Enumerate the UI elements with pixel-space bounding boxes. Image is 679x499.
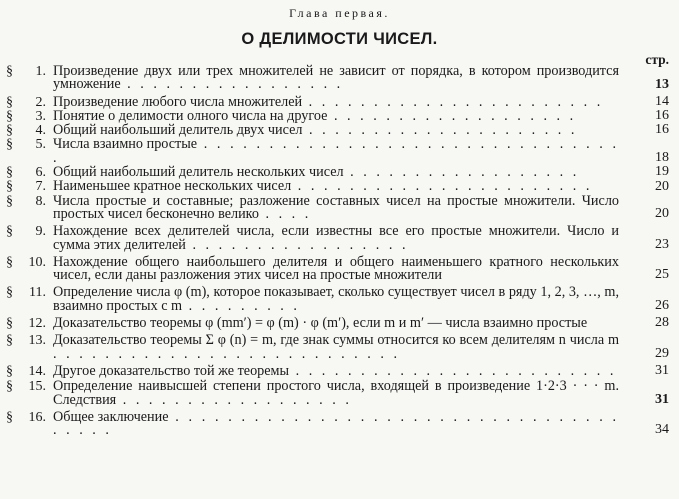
page-number: 28: [655, 315, 669, 331]
leader-dots: . . . . . . . . . . . . . . . . . . . . . . .: [291, 178, 593, 195]
toc-entry: [0, 64, 679, 92]
section-symbol: §: [6, 363, 13, 379]
section-symbol: §: [6, 94, 13, 110]
section-symbol: §: [6, 333, 13, 349]
leader-dots: . . . . . . . . . . . . . . . . . . . . . . . . .: [289, 362, 617, 379]
section-number: 8.: [35, 193, 46, 209]
section-title: [53, 333, 619, 361]
leader-dots: . . . . . . . . . . . . . . . . . . . . . . . . . . . . . . . . . . . . . . .: [53, 408, 620, 439]
section-symbol: §: [6, 165, 13, 181]
page-number: 13: [655, 76, 669, 92]
section-number: 10.: [28, 254, 46, 270]
page-number: 19: [655, 164, 669, 180]
table-of-contents: [0, 64, 679, 437]
section-number: 12.: [28, 316, 46, 332]
toc-entry: [0, 165, 679, 179]
section-title-text: Доказательство теоремы φ (mm′) = φ (m) · φ (m′), если m и m′ — числа взаимно простые: [53, 315, 588, 332]
section-number: 16.: [28, 409, 46, 425]
section-title-text: Нахождение общего наибольшего делителя и общего наименьшего кратного нескольких чисел, если даны разложения этих чисел на простые множители: [53, 253, 619, 284]
section-number: 6.: [35, 165, 46, 181]
toc-entry: [0, 333, 679, 361]
section-title-text: Произведение любого числа множителей: [53, 93, 303, 110]
page-title: О ДЕЛИМОСТИ ЧИСЕЛ.: [241, 30, 438, 48]
section-symbol: §: [6, 409, 13, 425]
section-number: 15.: [28, 379, 46, 395]
leader-dots: . . . . . . . . . . . . . . . . . . . . . . .: [302, 93, 604, 110]
section-symbol: §: [6, 64, 13, 79]
leader-dots: . . . . . . . . . . . . . . . . . . . . . . . . . . .: [53, 345, 400, 362]
section-number: 2.: [35, 94, 46, 110]
section-symbol: §: [6, 285, 13, 301]
page-number: 20: [655, 206, 669, 222]
page-number: 26: [655, 298, 669, 314]
toc-entry: [0, 109, 679, 123]
section-symbol: §: [6, 316, 13, 332]
toc-entry: [0, 95, 679, 109]
section-title-text: Произведение двух или трех множителей не зависит от порядка, в котором производится умножение: [53, 63, 619, 93]
section-title-text: Определение наивысшей степени простого числа, входящей в произведение 1·2·3 · · · m. Следствия: [53, 378, 619, 408]
section-title: [53, 179, 619, 193]
section-symbol: §: [6, 108, 13, 124]
section-title-text: Числа взаимно простые: [53, 136, 198, 153]
toc-entry: [0, 255, 679, 283]
page-column-label: стр.: [645, 52, 669, 67]
leader-dots: . . . . . . . . . . . . . . . . . .: [116, 391, 352, 408]
page-number: 16: [655, 122, 669, 138]
section-title: [53, 316, 619, 330]
section-title-text: Общий наибольший делитель двух чисел: [53, 122, 303, 139]
leader-dots: . . . . . . . . . . . . . . . . . . . . .: [302, 122, 578, 139]
section-title-text: Нахождение всех делителей числа, если известны все его простые множители. Число и сумма этих делителей: [53, 223, 619, 253]
section-title-text: Понятие о делимости олного числа на другое: [53, 107, 328, 124]
section-number: 11.: [29, 285, 46, 301]
toc-entry: [0, 123, 679, 137]
section-title: [53, 194, 619, 222]
leader-dots: . . . . . . . . . . . . . . . . . .: [343, 164, 580, 181]
section-title-text: Общий наибольший делитель нескольких чисел: [53, 164, 344, 181]
leader-dots: . . . . . . . . . . . . . . . . .: [120, 76, 344, 93]
section-title: [53, 137, 619, 165]
page-number: 18: [655, 150, 669, 166]
toc-entry: [0, 410, 679, 438]
toc-entry: [0, 179, 679, 193]
page-number: 34: [655, 422, 669, 438]
section-title-text: Другое доказательство той же теоремы: [53, 362, 290, 379]
section-symbol: §: [6, 254, 13, 270]
section-number: 14.: [28, 363, 46, 379]
section-title-text: Определение числа φ (m), которое показывает, сколько существует чисел в ряду 1, 2, 3, …, m, взаимно простых с m: [53, 284, 619, 314]
section-title: [53, 364, 619, 378]
section-title: [53, 224, 619, 252]
section-title-text: Доказательство теоремы Σ φ (n) = m, где знак суммы относится ко всем делителям n числа m: [53, 332, 619, 349]
section-symbol: §: [6, 224, 13, 240]
section-symbol: §: [6, 123, 13, 139]
section-number: 3.: [35, 108, 46, 124]
toc-entry: [0, 285, 679, 313]
page-number: 31: [655, 363, 669, 379]
toc-entry: [0, 224, 679, 252]
section-title: [53, 379, 619, 407]
toc-entry: [0, 364, 679, 378]
leader-dots: . . . . . . . . . . . . . . . . .: [185, 236, 409, 253]
page-number: 25: [655, 267, 669, 283]
section-number: 9.: [35, 224, 46, 240]
leader-dots: . . . . . . . . . . . . . . . . . . . . . . . . . . . . . . . . .: [53, 136, 620, 166]
page-number: 23: [655, 236, 669, 252]
section-number: 4.: [35, 123, 46, 139]
section-title-text: Наименьшее кратное нескольких чисел: [53, 178, 292, 195]
section-symbol: §: [6, 379, 13, 395]
page-number: 31: [655, 391, 669, 407]
section-title: [53, 285, 619, 313]
section-title-text: Числа простые и составные; разложение составных чисел на простые множители. Число простых чисел бесконечно велико: [53, 192, 619, 222]
section-title: [53, 109, 619, 123]
toc-entry: [0, 194, 679, 222]
section-title-text: Общее заключение: [53, 408, 169, 425]
section-title: [53, 64, 619, 92]
page-number: 29: [655, 345, 669, 361]
page-number: 14: [655, 93, 669, 109]
toc-entry: [0, 137, 679, 165]
chapter-heading: Глава первая.: [289, 6, 390, 20]
leader-dots: . . . . . . . . . . . . . . . . . . .: [327, 107, 577, 124]
section-symbol: §: [6, 193, 13, 209]
toc-entry: [0, 379, 679, 407]
section-title: [53, 255, 619, 283]
section-title: [53, 95, 619, 109]
toc-entry: [0, 316, 679, 330]
section-number: 7.: [35, 179, 46, 195]
leader-dots: . . . .: [258, 205, 312, 222]
section-symbol: §: [6, 179, 13, 195]
page-number: 16: [655, 108, 669, 124]
section-number: 1.: [35, 64, 46, 79]
section-number: 5.: [35, 137, 46, 153]
section-title: [53, 165, 619, 179]
leader-dots: . . . . . . . . .: [182, 297, 300, 314]
section-title: [53, 410, 619, 438]
page-number: 20: [655, 178, 669, 194]
section-number: 13.: [28, 333, 46, 349]
section-symbol: §: [6, 137, 13, 153]
section-title: [53, 123, 619, 137]
